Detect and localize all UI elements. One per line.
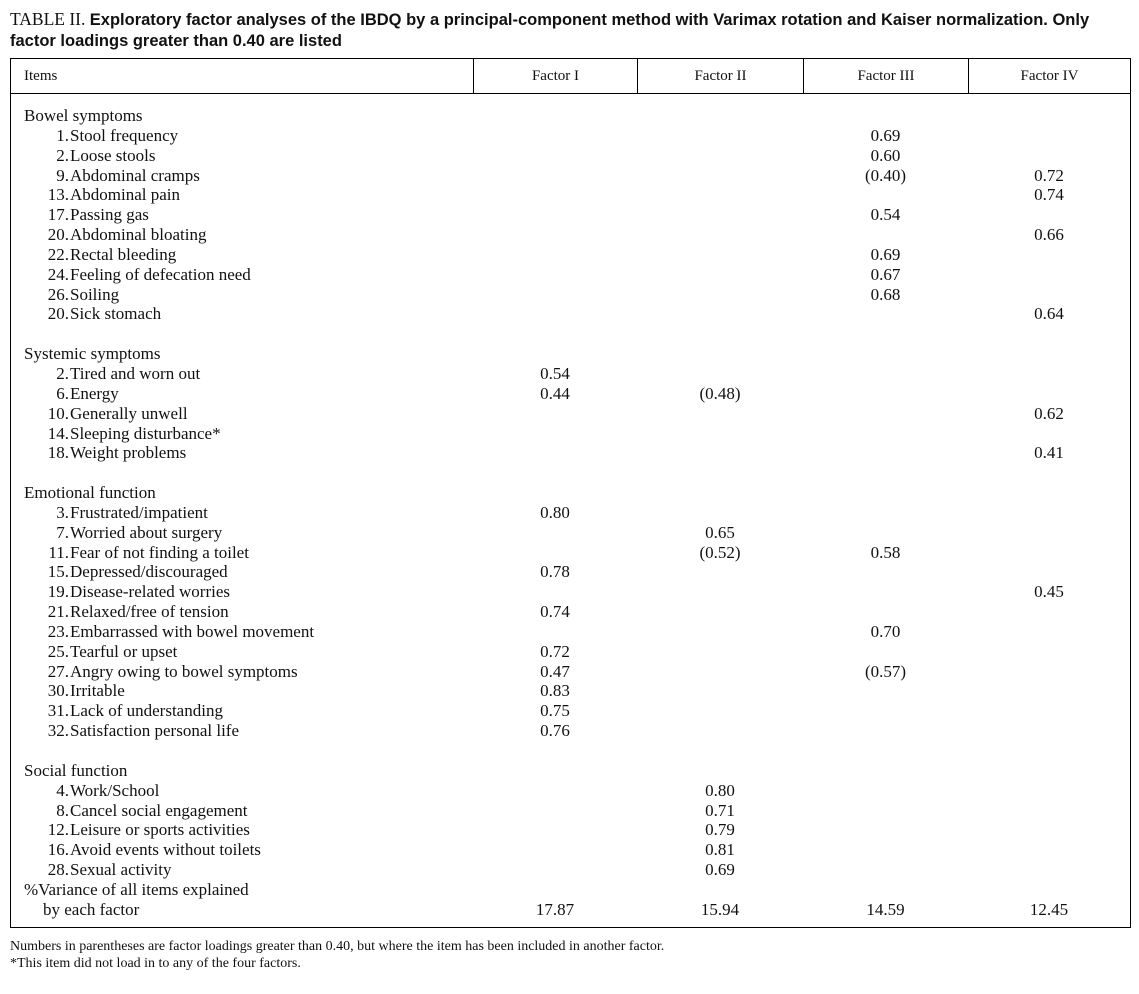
item-label: Lack of understanding [70, 701, 223, 721]
item-number: 20. [47, 304, 69, 324]
item-number: 18. [47, 443, 69, 463]
factor-table [10, 58, 1131, 928]
factor-2-loading: 0.71 [705, 800, 735, 820]
item-label: Embarrassed with bowel movement [70, 621, 315, 641]
factor-4-loading: 0.72 [1034, 165, 1064, 185]
table-row [11, 860, 1130, 880]
section-title: Bowel symptoms [24, 106, 143, 125]
item-label: Energy [70, 383, 119, 403]
item-number: 30. [47, 681, 69, 701]
section-title: Social function [24, 760, 128, 780]
item-number: 27. [47, 661, 69, 681]
item-label: Cancel social engagement [70, 800, 248, 820]
item-label: Frustrated/impatient [70, 502, 208, 522]
factor-3-loading: 0.67 [870, 264, 901, 284]
variance-label-cont: by each factor [43, 899, 140, 919]
item-label: Depressed/discouraged [70, 562, 228, 582]
item-label: Worried about surgery [70, 522, 223, 542]
item-number: 15. [47, 562, 69, 582]
footnote-asterisk: *This item did not load in to any of the four factors. [10, 956, 301, 971]
factor-2-loading: 0.80 [705, 780, 735, 800]
factor-1-loading: 0.75 [540, 701, 570, 721]
factor-4-loading: 0.45 [1034, 582, 1064, 602]
variance-factor-2: 15.94 [700, 899, 740, 919]
item-label: Sick stomach [70, 304, 162, 324]
item-label: Satisfaction personal life [70, 721, 240, 741]
factor-2-loading: 0.79 [705, 820, 735, 840]
factor-3-loading: 0.69 [870, 244, 901, 264]
table-row [11, 304, 1130, 324]
item-number: 24. [47, 264, 69, 284]
item-label: Leisure or sports activities [70, 820, 250, 840]
item-number: 10. [47, 403, 69, 423]
factor-3-loading: 0.60 [870, 145, 901, 165]
factor-3-loading: (0.57) [864, 661, 907, 681]
item-label: Avoid events without toilets [70, 840, 261, 860]
item-number: 22. [47, 244, 69, 264]
table-label: TABLE II. [10, 9, 86, 29]
table-row [11, 503, 1130, 523]
table-row [11, 543, 1130, 563]
item-number: 7. [56, 522, 69, 542]
item-label: Loose stools [70, 145, 156, 165]
factor-1-loading: 0.74 [540, 602, 570, 622]
header-factor-4: Factor IV [968, 59, 1130, 93]
item-label: Work/School [70, 780, 160, 800]
item-number: 6. [56, 383, 69, 403]
item-number: 13. [47, 185, 69, 205]
item-number: 23. [47, 621, 69, 641]
header-factor-3: Factor III [803, 59, 968, 93]
item-label: Tired and worn out [70, 363, 201, 383]
variance-label: %Variance of all items explained [24, 879, 249, 899]
table-row [11, 225, 1130, 245]
variance-factor-1: 17.87 [535, 899, 575, 919]
item-number: 1. [56, 125, 69, 145]
table-row [11, 622, 1130, 642]
header-factor-2: Factor II [637, 59, 803, 93]
item-number: 26. [47, 284, 69, 304]
factor-1-loading: 0.78 [540, 562, 570, 582]
item-number: 32. [47, 721, 69, 741]
header-factor-1: Factor I [473, 59, 637, 93]
item-label: Abdominal bloating [70, 225, 207, 245]
section-spacer [11, 741, 1130, 761]
section-heading [11, 483, 1130, 503]
item-number: 20. [47, 225, 69, 245]
item-number: 16. [47, 840, 69, 860]
factor-2-loading: (0.48) [699, 383, 741, 403]
item-number: 31. [47, 701, 69, 721]
table-row [11, 424, 1130, 444]
table-row [11, 523, 1130, 543]
factor-3-loading: 0.68 [870, 284, 901, 304]
section-spacer [11, 324, 1130, 344]
table-row [11, 146, 1130, 166]
item-number: 11. [48, 542, 69, 562]
section-spacer [11, 463, 1130, 483]
variance-factor-4: 12.45 [1029, 899, 1069, 919]
item-number: 8. [56, 800, 69, 820]
factor-4-loading: 0.41 [1034, 443, 1064, 463]
item-label: Stool frequency [70, 125, 179, 145]
table-caption [10, 9, 1120, 51]
table-row [11, 820, 1130, 840]
item-label: Generally unwell [70, 403, 188, 423]
table-row [11, 245, 1130, 265]
item-label: Relaxed/free of tension [70, 602, 229, 622]
table-row [11, 205, 1130, 225]
factor-3-loading: (0.40) [864, 165, 907, 185]
factor-4-loading: 0.64 [1034, 304, 1064, 324]
item-label: Irritable [70, 681, 125, 701]
factor-2-loading: (0.52) [699, 542, 741, 562]
item-label: Rectal bleeding [70, 244, 177, 264]
variance-factor-3: 14.59 [866, 899, 905, 919]
table-row [11, 801, 1130, 821]
factor-1-loading: 0.44 [540, 383, 570, 403]
section-heading [11, 106, 1130, 126]
item-number: 12. [47, 820, 69, 840]
table-row [11, 364, 1130, 384]
item-label: Weight problems [70, 443, 187, 463]
factor-2-loading: 0.81 [705, 840, 735, 860]
table-row [11, 562, 1130, 582]
table-row [11, 602, 1130, 622]
table-title: Exploratory factor analyses of the IBDQ by a principal-component method with Varimax rotation and Kaiser normalization. Only factor loadings greater than 0.40 are listed [10, 11, 1090, 50]
variance-row-1 [11, 880, 1130, 900]
table-row [11, 662, 1130, 682]
factor-1-loading: 0.83 [540, 681, 570, 701]
factor-1-loading: 0.47 [540, 661, 570, 681]
table-row [11, 781, 1130, 801]
variance-row-2 [11, 900, 1130, 920]
factor-4-loading: 0.74 [1034, 185, 1064, 205]
table-row [11, 701, 1130, 721]
item-number: 2. [56, 363, 69, 383]
factor-1-loading: 0.80 [540, 502, 570, 522]
factor-3-loading: 0.54 [870, 205, 901, 225]
item-label: Fear of not finding a toilet [70, 542, 249, 562]
item-label: Abdominal cramps [70, 165, 200, 185]
item-number: 21. [47, 602, 69, 622]
item-number: 14. [47, 423, 69, 443]
factor-4-loading: 0.66 [1034, 225, 1064, 245]
item-label: Tearful or upset [70, 641, 178, 661]
factor-2-loading: 0.69 [705, 860, 735, 880]
factor-2-loading: 0.65 [705, 522, 735, 542]
table-body [11, 106, 1130, 920]
table-row [11, 126, 1130, 146]
table-row [11, 384, 1130, 404]
factor-4-loading: 0.62 [1034, 403, 1064, 423]
item-label: Feeling of defecation need [70, 264, 251, 284]
footnote-parentheses: Numbers in parentheses are factor loadings greater than 0.40, but where the item has been included in another factor. [10, 939, 665, 954]
table-row [11, 166, 1130, 186]
section-title: Systemic symptoms [24, 344, 161, 364]
item-number: 19. [47, 582, 69, 602]
item-number: 25. [47, 641, 69, 661]
factor-3-loading: 0.69 [870, 125, 901, 145]
item-label: Soiling [70, 284, 120, 304]
factor-1-loading: 0.72 [540, 641, 570, 661]
header-items: Items [24, 68, 58, 84]
table-row [11, 721, 1130, 741]
item-label: Sleeping disturbance* [70, 423, 221, 443]
section-heading [11, 344, 1130, 364]
table-header [11, 59, 1130, 94]
table-row [11, 404, 1130, 424]
item-number: 3. [56, 502, 69, 522]
item-label: Abdominal pain [70, 185, 181, 205]
footnotes [10, 938, 1120, 972]
item-number: 9. [56, 165, 69, 185]
table-row [11, 681, 1130, 701]
factor-3-loading: 0.58 [870, 542, 901, 562]
section-heading [11, 761, 1130, 781]
table-row [11, 582, 1130, 602]
item-label: Passing gas [70, 205, 149, 225]
item-label: Disease-related worries [70, 582, 231, 602]
item-number: 4. [56, 780, 69, 800]
table-row [11, 443, 1130, 463]
item-number: 2. [56, 145, 69, 165]
table-row [11, 285, 1130, 305]
section-title: Emotional function [24, 483, 156, 503]
factor-1-loading: 0.76 [540, 721, 570, 741]
table-row [11, 185, 1130, 205]
table-row [11, 265, 1130, 285]
item-number: 28. [47, 860, 69, 880]
factor-3-loading: 0.70 [870, 621, 901, 641]
table-row [11, 642, 1130, 662]
item-label: Angry owing to bowel symptoms [70, 661, 298, 681]
table-row [11, 840, 1130, 860]
item-number: 17. [47, 205, 69, 225]
item-label: Sexual activity [70, 860, 172, 880]
factor-1-loading: 0.54 [540, 363, 570, 383]
